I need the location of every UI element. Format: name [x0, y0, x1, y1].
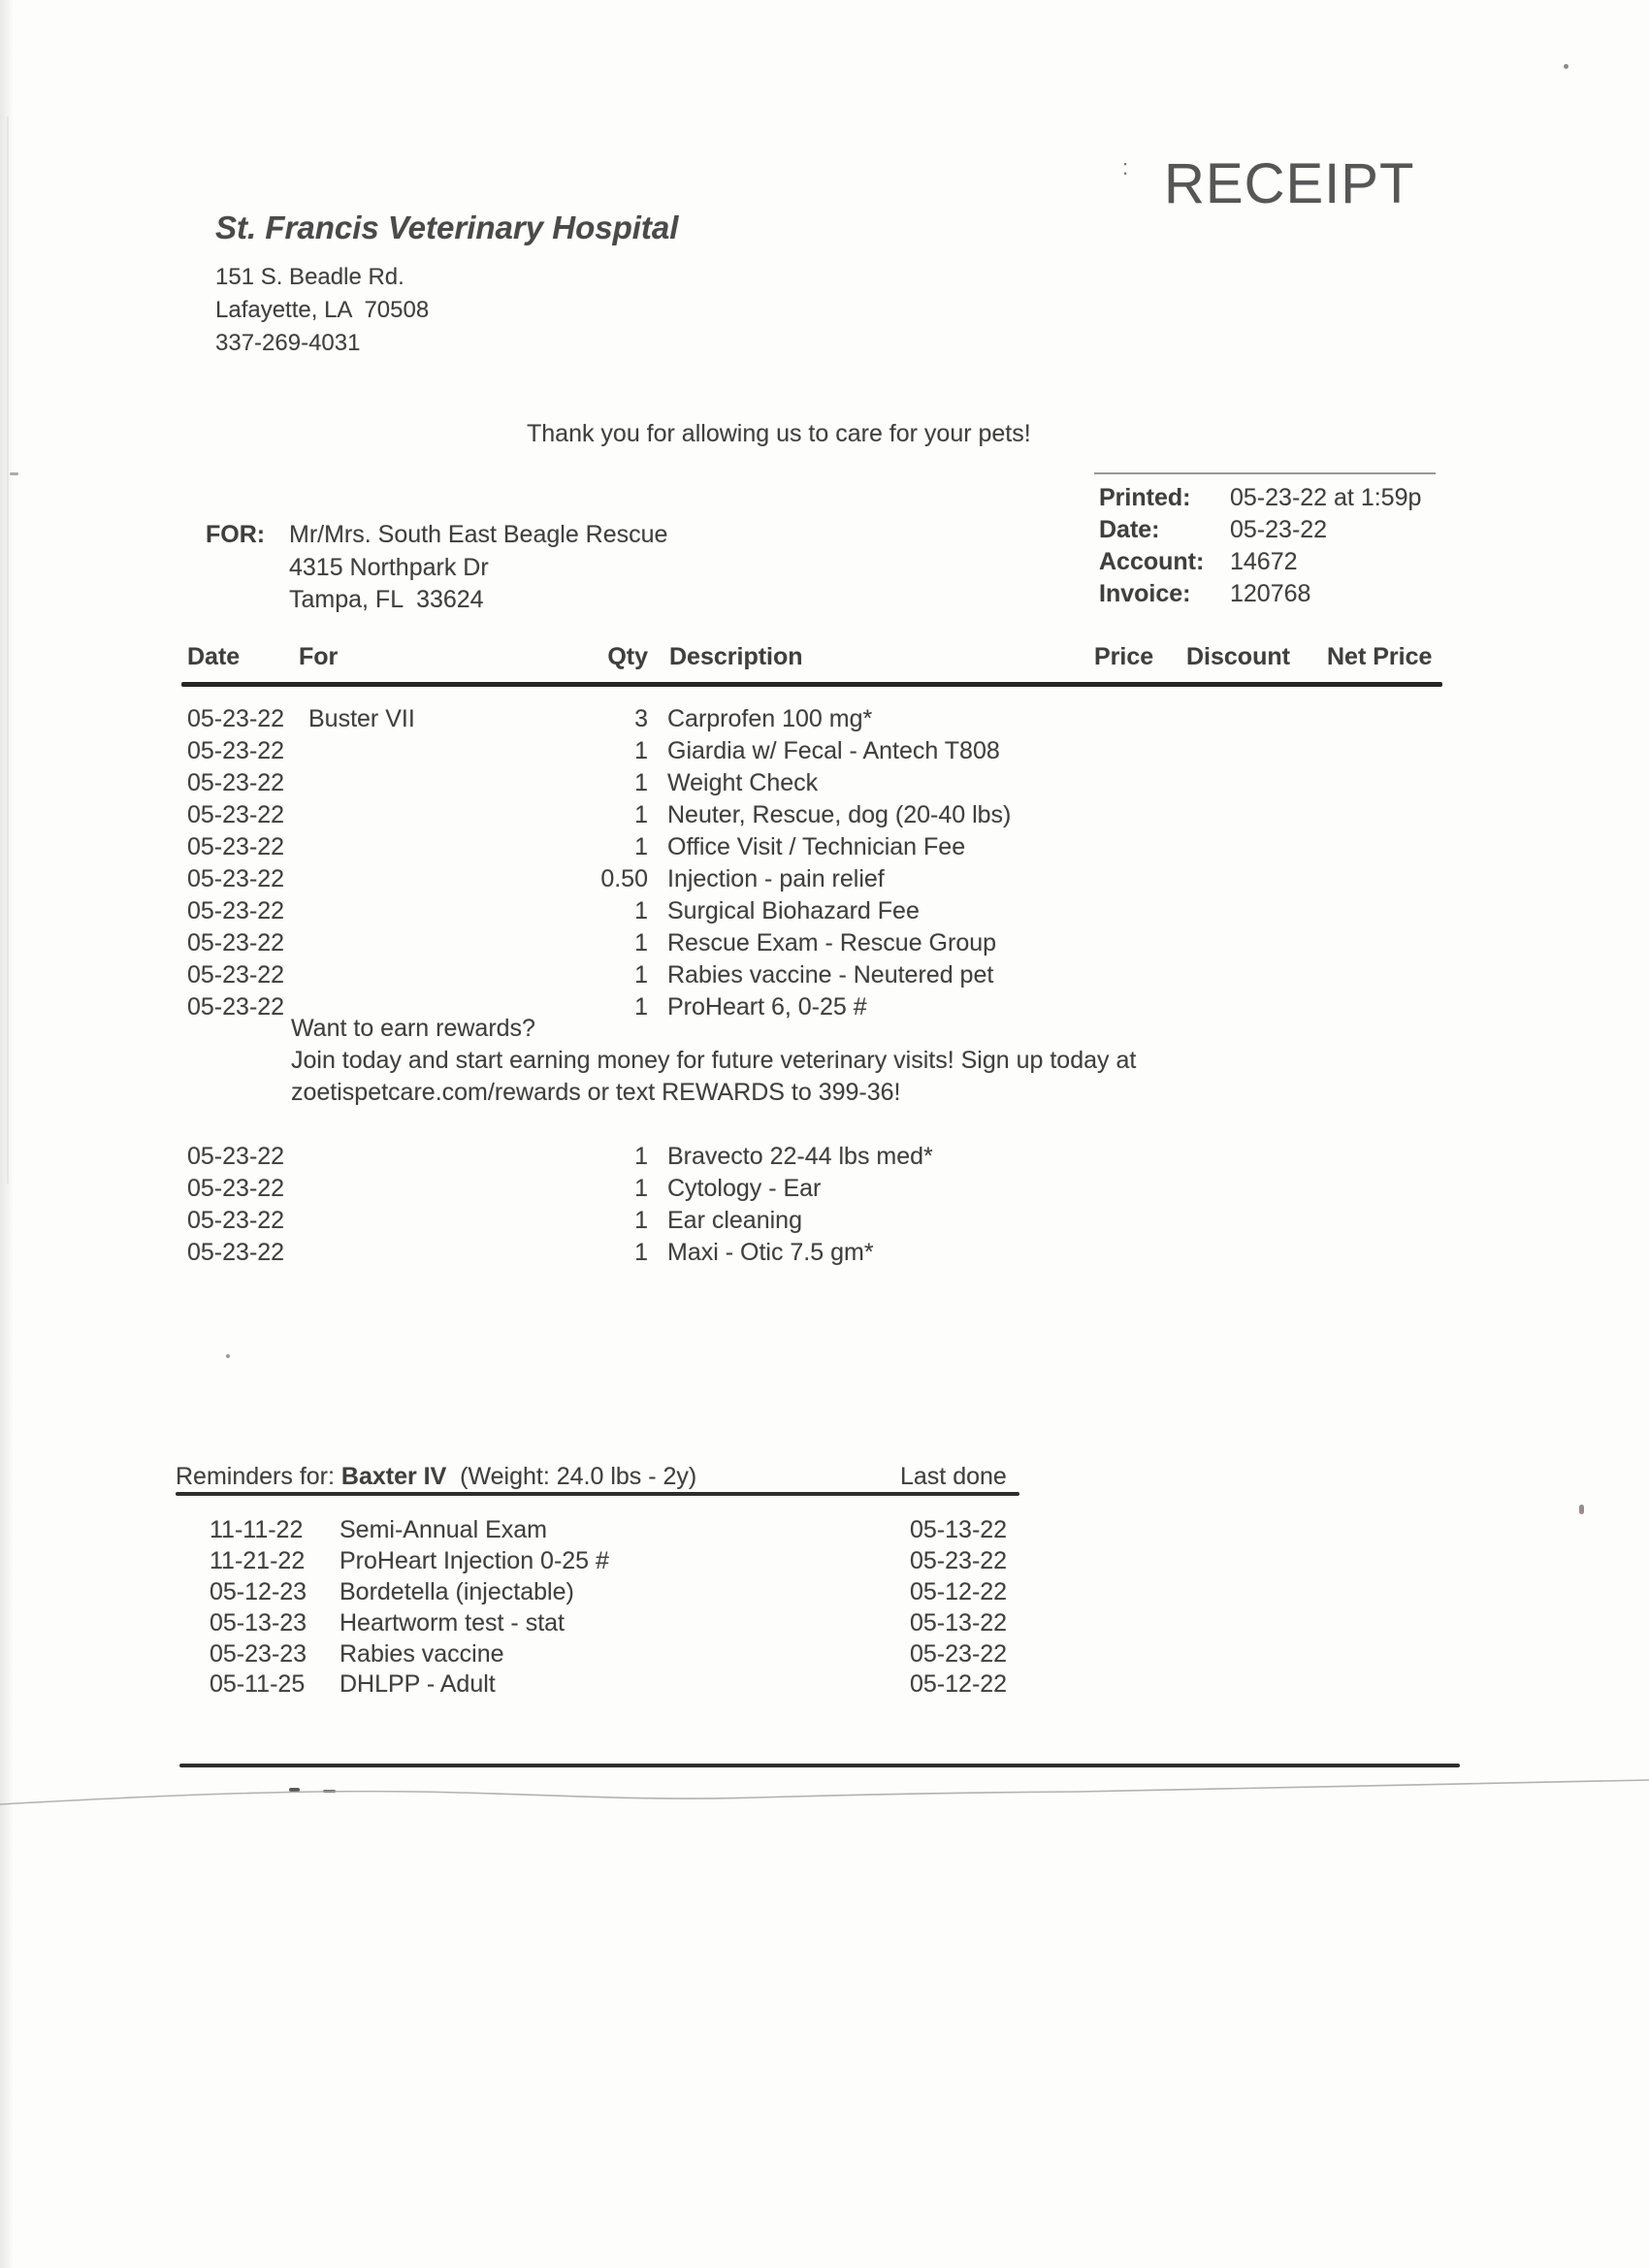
- item-qty: 1: [634, 929, 648, 956]
- item-description: Maxi - Otic 7.5 gm*: [667, 1239, 874, 1266]
- table-row: [0, 865, 1649, 896]
- reminder-due-date: 05-12-23: [210, 1578, 307, 1605]
- item-description: Giardia w/ Fecal - Antech T808: [667, 737, 1000, 764]
- reminder-row: [0, 1670, 1649, 1701]
- item-date: 05-23-22: [187, 1239, 285, 1266]
- reminders-pet-name: Baxter IV: [340, 1463, 447, 1490]
- column-header-net-price: Net Price: [1327, 643, 1433, 670]
- scan-speck: [226, 1354, 230, 1358]
- reminder-row: [0, 1640, 1649, 1671]
- scan-speck: [1579, 1505, 1584, 1514]
- reminder-row: [0, 1578, 1649, 1609]
- table-row: [0, 737, 1649, 768]
- item-description: Injection - pain relief: [667, 865, 885, 892]
- account-value: 14672: [1230, 548, 1298, 575]
- item-date: 05-23-22: [187, 705, 285, 732]
- reminder-last-done: 05-12-22: [910, 1578, 1008, 1605]
- reminder-description: Semi-Annual Exam: [340, 1516, 547, 1543]
- reminders-title-prefix: Reminders for:: [176, 1463, 341, 1490]
- item-date: 05-23-22: [187, 897, 285, 924]
- table-row: [0, 1207, 1649, 1238]
- reminder-due-date: 05-13-23: [210, 1609, 307, 1636]
- item-date: 05-23-22: [187, 833, 285, 860]
- table-row: [0, 929, 1649, 960]
- reminder-last-done: 05-13-22: [910, 1609, 1008, 1636]
- meta-separator-line: [1094, 472, 1436, 474]
- reminder-last-done: 05-13-22: [910, 1516, 1008, 1543]
- item-qty: 1: [634, 1143, 648, 1170]
- item-qty: 1: [634, 801, 648, 828]
- item-description: Surgical Biohazard Fee: [667, 897, 920, 924]
- reminder-description: Bordetella (injectable): [340, 1578, 574, 1605]
- invoice-label: Invoice:: [1099, 580, 1191, 607]
- item-qty: 0.50: [600, 865, 648, 892]
- scan-ink-mark: :: [1122, 155, 1129, 179]
- column-header-discount: Discount: [1186, 643, 1290, 670]
- item-description: Rescue Exam - Rescue Group: [667, 929, 997, 956]
- item-date: 05-23-22: [187, 1143, 285, 1170]
- scan-speck: [1564, 64, 1568, 69]
- reminder-row: [0, 1547, 1649, 1578]
- item-qty: 1: [634, 961, 648, 988]
- table-row: [0, 801, 1649, 832]
- item-date: 05-23-22: [187, 737, 285, 764]
- table-row: [0, 961, 1649, 992]
- table-row: [0, 769, 1649, 800]
- item-qty: 3: [634, 705, 648, 732]
- table-row: [0, 1239, 1649, 1270]
- item-description: Weight Check: [667, 769, 819, 796]
- item-qty: 1: [634, 1175, 648, 1202]
- item-description: Bravecto 22-44 lbs med*: [667, 1143, 933, 1170]
- item-qty: 1: [634, 1207, 648, 1234]
- printed-value: 05-23-22 at 1:59p: [1230, 484, 1422, 511]
- reminder-due-date: 05-11-25: [210, 1670, 306, 1698]
- scan-speck: [323, 1790, 336, 1793]
- scan-speck: [10, 472, 18, 475]
- date-label: Date:: [1099, 516, 1160, 543]
- item-description: Ear cleaning: [667, 1207, 802, 1234]
- item-qty: 1: [634, 737, 648, 764]
- invoice-value: 120768: [1230, 580, 1311, 607]
- customer-address-line1: 4315 Northpark Dr: [289, 554, 489, 581]
- table-header-rule: [181, 682, 1442, 687]
- reminders-last-done-header: Last done: [900, 1463, 1007, 1490]
- reminder-description: DHLPP - Adult: [340, 1670, 496, 1698]
- item-date: 05-23-22: [187, 865, 285, 892]
- date-value: 05-23-22: [1230, 516, 1328, 543]
- clinic-phone: 337-269-4031: [215, 330, 361, 356]
- rewards-note-line1: Want to earn rewards?: [291, 1015, 535, 1042]
- reminder-last-done: 05-12-22: [910, 1670, 1008, 1698]
- customer-address-line2: Tampa, FL 33624: [289, 586, 484, 613]
- clinic-address-line1: 151 S. Beadle Rd.: [215, 264, 404, 290]
- clinic-address-line2: Lafayette, LA 70508: [215, 297, 430, 323]
- receipt-title: RECEIPT: [1164, 152, 1415, 215]
- item-date: 05-23-22: [187, 769, 285, 796]
- reminders-title-weight: (Weight: 24.0 lbs - 2y): [446, 1463, 697, 1490]
- item-description: ProHeart 6, 0-25 #: [667, 993, 867, 1021]
- reminder-description: Rabies vaccine: [340, 1640, 504, 1668]
- reminder-row: [0, 1609, 1649, 1640]
- item-description: Cytology - Ear: [667, 1175, 822, 1202]
- scan-speck: [289, 1788, 300, 1792]
- table-row: [0, 833, 1649, 864]
- reminder-due-date: 11-21-22: [210, 1547, 306, 1574]
- column-header-description: Description: [669, 643, 803, 670]
- item-date: 05-23-22: [187, 1207, 285, 1234]
- thank-you-message: Thank you for allowing us to care for your pets!: [527, 420, 1031, 447]
- item-qty: 1: [634, 993, 648, 1021]
- item-qty: 1: [634, 1239, 648, 1266]
- bottom-rule: [179, 1764, 1460, 1767]
- reminder-row: [0, 1516, 1649, 1547]
- item-date: 05-23-22: [187, 1175, 285, 1202]
- customer-name: Mr/Mrs. South East Beagle Rescue: [289, 521, 668, 548]
- item-date: 05-23-22: [187, 801, 285, 828]
- item-description: Rabies vaccine - Neutered pet: [667, 961, 994, 988]
- column-header-qty: Qty: [607, 643, 648, 670]
- item-date: 05-23-22: [187, 993, 285, 1021]
- reminder-due-date: 11-11-22: [210, 1516, 304, 1543]
- rewards-note-line2: Join today and start earning money for future veterinary visits! Sign up today at: [291, 1047, 1137, 1074]
- item-description: Office Visit / Technician Fee: [667, 833, 966, 860]
- column-header-price: Price: [1094, 643, 1154, 670]
- item-date: 05-23-22: [187, 961, 285, 988]
- reminders-title: [176, 1463, 696, 1491]
- item-description: Carprofen 100 mg*: [667, 705, 873, 732]
- reminder-description: Heartworm test - stat: [340, 1609, 565, 1636]
- item-qty: 1: [634, 897, 648, 924]
- for-label: FOR:: [206, 521, 266, 548]
- reminder-last-done: 05-23-22: [910, 1640, 1008, 1668]
- printed-label: Printed:: [1099, 484, 1191, 511]
- column-header-for: For: [299, 643, 339, 670]
- reminder-description: ProHeart Injection 0-25 #: [340, 1547, 609, 1574]
- clinic-name: St. Francis Veterinary Hospital: [215, 210, 679, 245]
- item-for: Buster VII: [308, 705, 415, 732]
- table-row: [0, 1143, 1649, 1174]
- table-row: [0, 1175, 1649, 1206]
- table-row: [0, 897, 1649, 928]
- item-qty: 1: [634, 769, 648, 796]
- reminder-due-date: 05-23-23: [210, 1640, 307, 1668]
- table-row: [0, 705, 1649, 736]
- column-header-date: Date: [187, 643, 241, 670]
- reminder-last-done: 05-23-22: [910, 1547, 1008, 1574]
- reminders-header-rule: [176, 1492, 1019, 1496]
- item-date: 05-23-22: [187, 929, 285, 956]
- table-row: [0, 993, 1649, 1024]
- item-description: Neuter, Rescue, dog (20-40 lbs): [667, 801, 1012, 828]
- account-label: Account:: [1099, 548, 1205, 575]
- item-qty: 1: [634, 833, 648, 860]
- rewards-note-line3: zoetispetcare.com/rewards or text REWARDS to 399-36!: [291, 1079, 901, 1106]
